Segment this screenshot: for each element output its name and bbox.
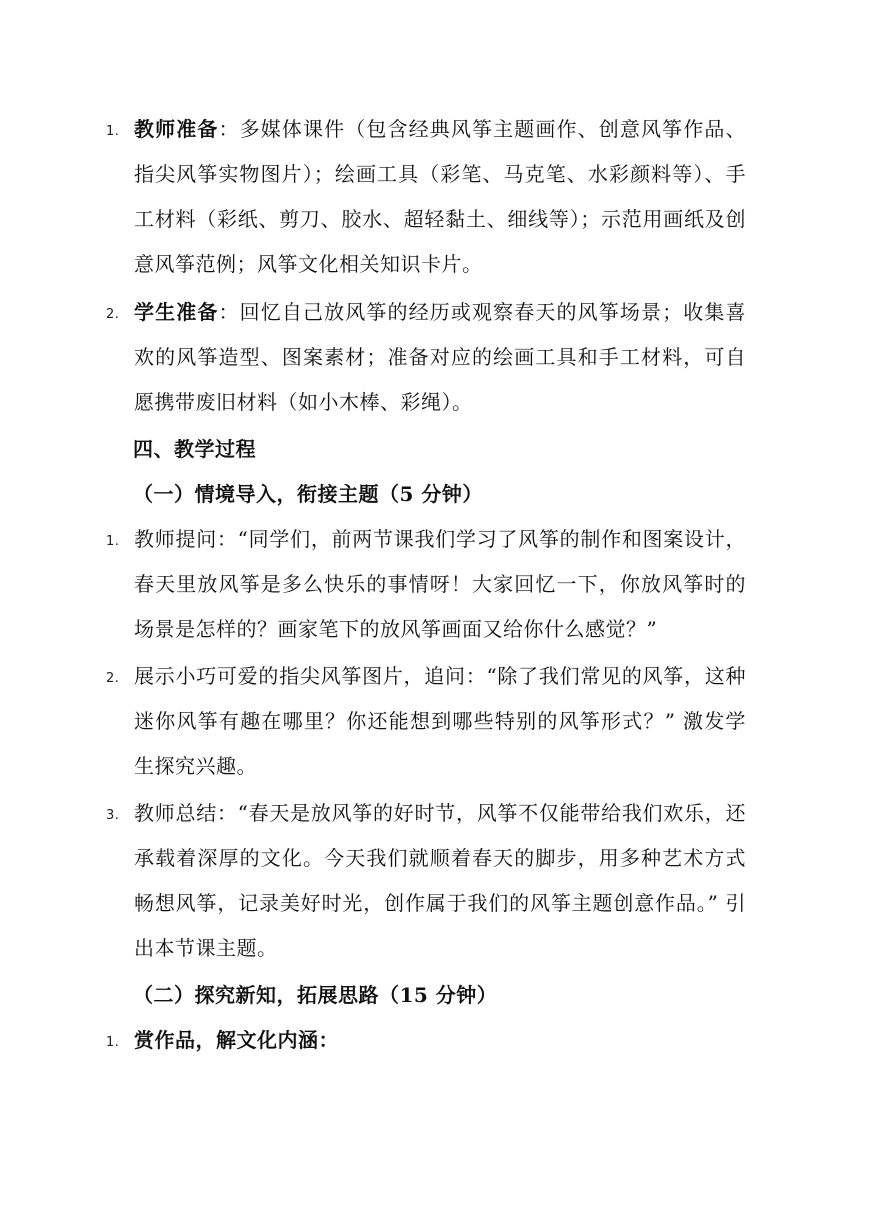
list-number: 2. [106,671,120,686]
list-number: 1. [106,1035,120,1050]
section-heading: 四、教学过程 [133,437,256,461]
item-text: ：多媒体课件（包含经典风筝主题画作、创意风筝作品、指尖风筝实物图片）；绘画工具（彩笔、马克笔、水彩颜料等）、手工材料（彩纸、剪刀、胶水、超轻黏土、细线等）；示范用画纸及创意风筝范例；风筝文化相关知识卡片。 [134,117,746,276]
item-label: 学生准备 [134,300,219,324]
item-label: 教师准备 [134,117,219,141]
teacher-preparation-item [106,107,746,287]
student-preparation-item [106,290,746,425]
item-text: 展示小巧可爱的指尖风筝图片，追问：“除了我们常见的风筝，这种迷你风筝有趣在哪里？你还能想到哪些特别的风筝形式？” 激发学生探究兴趣。 [134,664,746,778]
paragraph-text [134,290,746,425]
list-item [106,791,746,971]
subsection-heading: （二）探究新知，拓展思路（15 分钟） [133,983,498,1007]
item-text: ：回忆自己放风筝的经历或观察春天的风筝场景；收集喜欢的风筝造型、图案素材；准备对应的绘画工具和手工材料，可自愿携带废旧材料（如小木棒、彩绳）。 [134,300,746,414]
list-item [106,654,746,789]
paragraph-text [134,107,746,287]
list-number: 1. [106,534,120,549]
list-item [106,517,746,652]
list-number: 2. [106,307,120,322]
list-number: 1. [106,124,120,139]
list-number: 3. [106,808,120,823]
item-text: 教师提问：“同学们，前两节课我们学习了风筝的制作和图案设计，春天里放风筝是多么快乐的事情呀！大家回忆一下，你放风筝时的场景是怎样的？画家笔下的放风筝画面又给你什么感觉？” [134,527,746,641]
list-item [106,1018,746,1063]
item-text: 教师总结：“春天是放风筝的好时节，风筝不仅能带给我们欢乐，还承载着深厚的文化。今天我们就顺着春天的脚步，用多种艺术方式畅想风筝，记录美好时光，创作属于我们的风筝主题创意作品。” 引出本节课主题。 [134,801,746,960]
item-label: 赏作品，解文化内涵： [134,1028,339,1052]
subsection-heading: （一）情境导入，衔接主题（5 分钟） [133,482,483,506]
